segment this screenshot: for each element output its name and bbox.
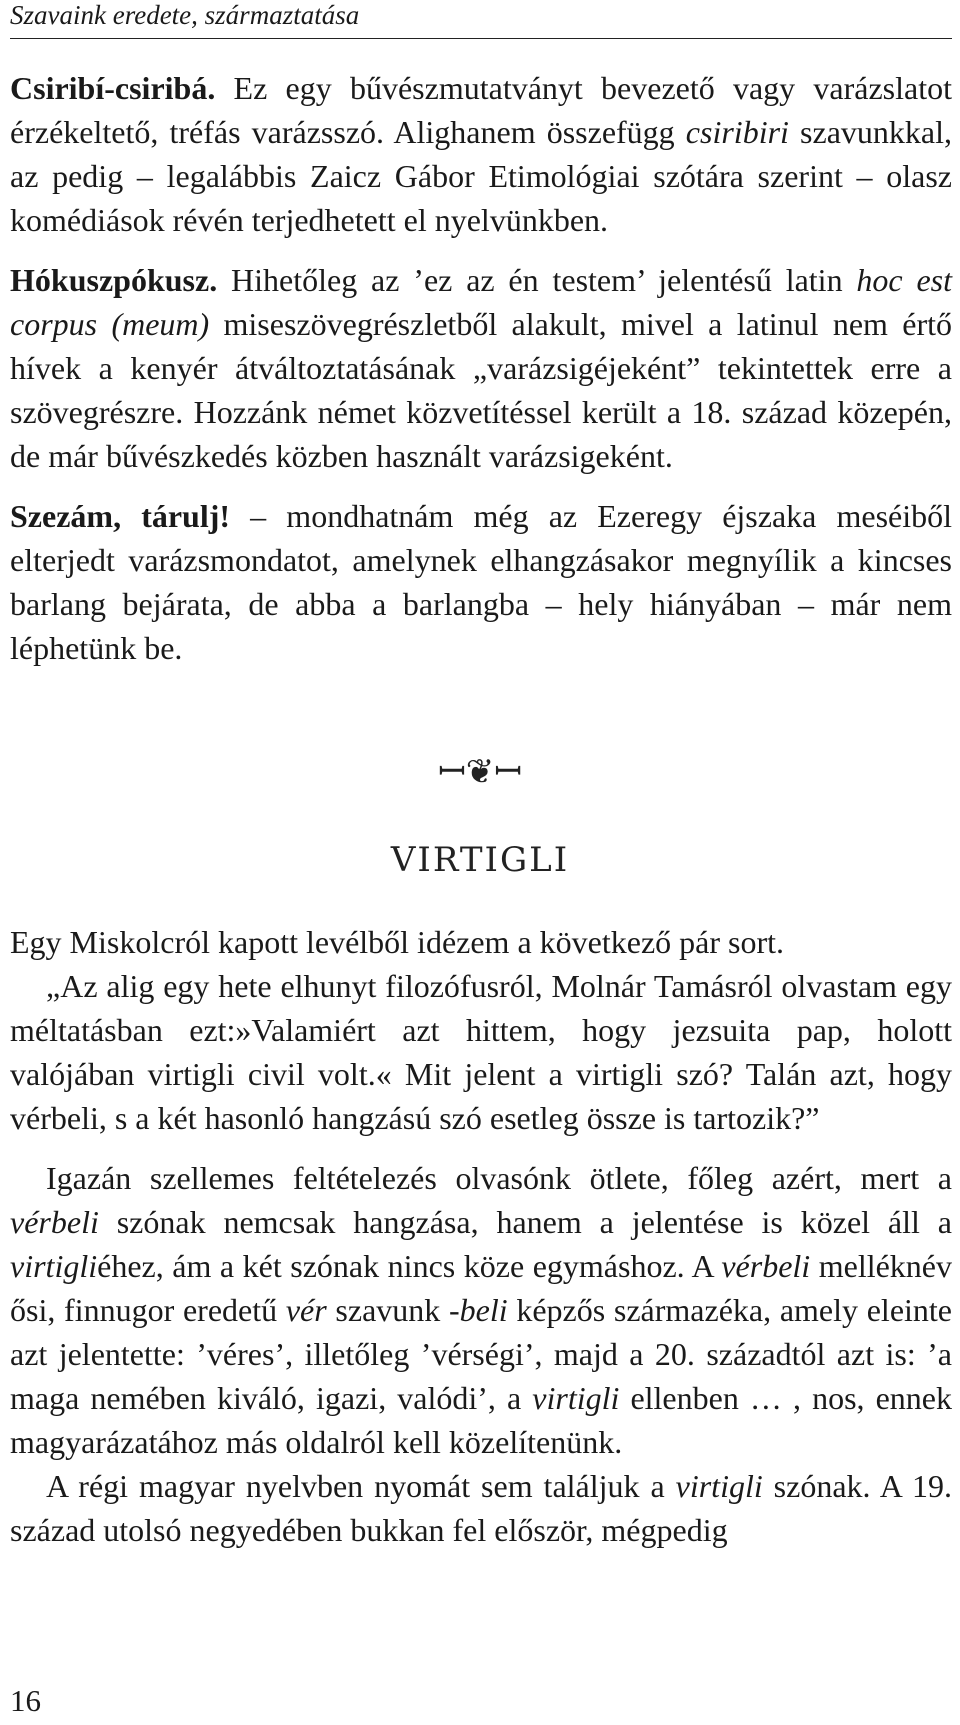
- paragraph-quote: „Az alig egy hete elhunyt filozófusról, Molnár Tamásról olvastam egy méltatásban ezt:»Valamiért azt hittem, hogy jezsuita pap, holott valójában virtigli civil volt.« Mit jelent a virtigli szó? Talán azt, hogy vérbeli, s a két hasonló hangzású szó esetleg össze is tartozik?”: [10, 968, 952, 1136]
- entry-term: Szezám, tárulj!: [10, 498, 231, 534]
- entry-term: Hókuszpókusz.: [10, 262, 218, 298]
- section-title: VIRTIGLI: [390, 840, 570, 880]
- paragraph: Egy Miskolcról kapott levélből idézem a következő pár sort.: [10, 924, 784, 960]
- entry-csiribi: Csiribí-csiribá. Ez egy bűvészmutatványt bevezető vagy varázslatot érzékeltető, tréfás varázsszó. Alighanem összefügg csiribiri szavunkkal, az pedig – legalábbis Zaicz Gábor Etimológiai szótára szerint – olasz komédiások révén terjedhetett el nyelvünkben.: [10, 70, 952, 238]
- running-header: Szavaink eredete, származtatása: [10, 0, 952, 39]
- entry-term: Csiribí-csiribá.: [10, 70, 216, 106]
- paragraph: Igazán szellemes feltételezés olvasónk ötlete, főleg azért, mert a vérbeli szónak nemcsak hangzása, hanem a jelentése is közel áll a virtigliéhez, ám a két szónak nincs köze egymáshoz. A vérbeli melléknév ősi, finnugor eredetű vér szavunk -beli képzős származéka, amely eleinte azt jelentette: ’véres’, illetőleg ’vérségi’, majd a 20. századtól azt is: ’a maga nemében kiváló, igazi, valódi’, a virtigli ellenben … , nos, ennek magyarázatához más oldalról kell közelítenünk.: [10, 1160, 953, 1460]
- ornament-divider: ꟷ❦ꟷ: [438, 752, 522, 792]
- entry-szezam: Szezám, tárulj! – mondhatnám még az Ezeregy éjszaka meséiből elterjedt varázsmondatot, amelynek elhangzásakor megnyílik a kincses barlang bejárata, de abba a barlangba – hely hiányában – már nem léphetünk be.: [10, 498, 952, 666]
- paragraph: A régi magyar nyelvben nyomát sem találjuk a virtigli szónak. A 19. század utolsó negyedében bukkan fel először, mégpedig: [10, 1468, 953, 1548]
- entry-hokuszpokusz: Hókuszpókusz. Hihetőleg az ’ez az én testem’ jelentésű latin hoc est corpus (meum) miseszövegrészletből alakult, mivel a latinul nem értő hívek a kenyér átváltoztatásának „varázsigéjeként” tekintettek erre a szövegrészre. Hozzánk német közvetítéssel került a 18. század közepén, de már bűvészkedés közben használt varázsigeként.: [10, 262, 953, 474]
- page-number: 16: [10, 1683, 41, 1718]
